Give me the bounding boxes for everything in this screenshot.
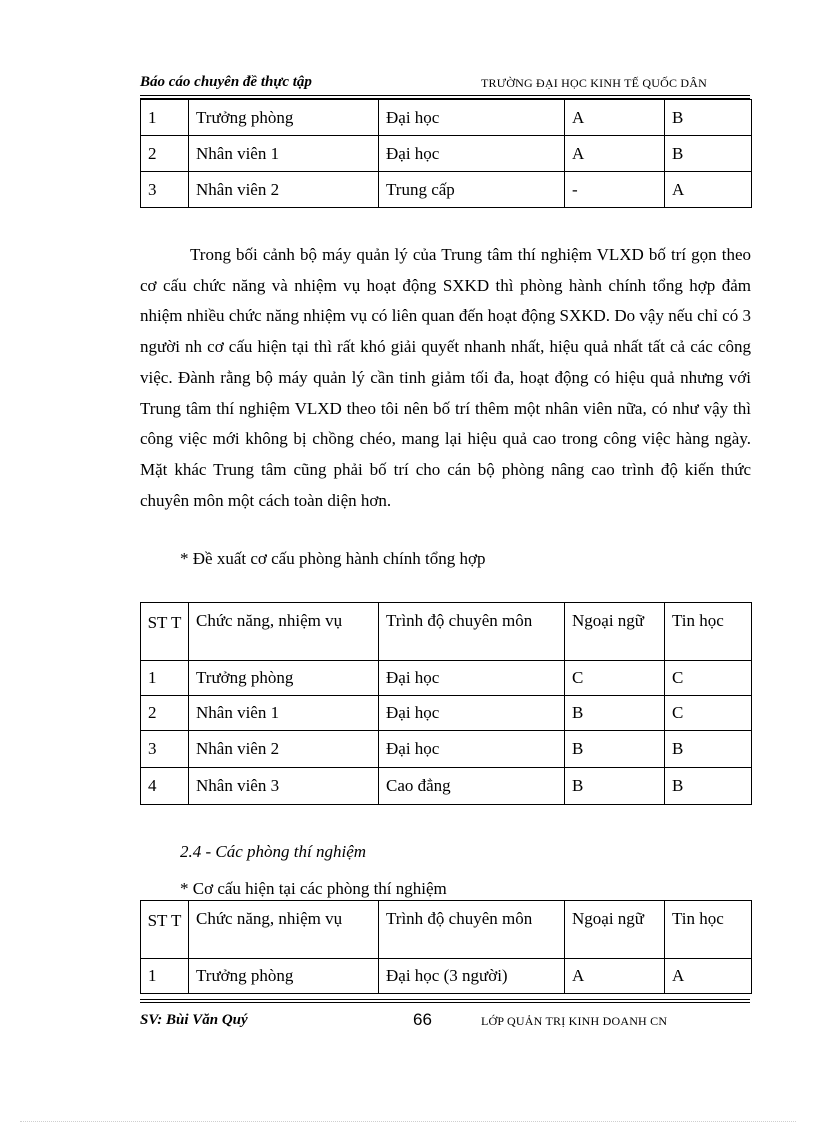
- cell-it: C: [665, 661, 752, 696]
- header-qualification: Trình độ chuyên môn: [379, 603, 565, 661]
- cell-language: C: [565, 661, 665, 696]
- cell-language: A: [565, 959, 665, 994]
- page-number: 66: [413, 1010, 432, 1029]
- cell-stt: 1: [141, 661, 189, 696]
- cell-qualification: Cao đẳng: [379, 768, 565, 805]
- table-row: [141, 959, 752, 994]
- table-row: [141, 731, 752, 768]
- cell-role: Nhân viên 2: [189, 172, 379, 208]
- cell-qualification: Đại học: [379, 661, 565, 696]
- table-row: [141, 136, 752, 172]
- cell-language: B: [565, 731, 665, 768]
- cell-role: Nhân viên 1: [189, 696, 379, 731]
- table-header-row: [141, 603, 752, 661]
- table-row: [141, 768, 752, 805]
- cell-qualification: Đại học: [379, 100, 565, 136]
- cell-qualification: Trung cấp: [379, 172, 565, 208]
- cell-role: Nhân viên 3: [189, 768, 379, 805]
- cell-role: Nhân viên 1: [189, 136, 379, 172]
- body-paragraph: [140, 240, 751, 516]
- cell-role: Trưởng phòng: [189, 100, 379, 136]
- section-heading: 2.4 - Các phòng thí nghiệm: [180, 842, 367, 861]
- cell-role: Nhân viên 2: [189, 731, 379, 768]
- page-bottom-divider: [20, 1121, 796, 1122]
- lab-heading: * Cơ cấu hiện tại các phòng thí nghiệm: [180, 879, 447, 898]
- cell-language: A: [565, 136, 665, 172]
- header-role: Chức năng, nhiệm vụ: [189, 603, 379, 661]
- header-stt: ST T: [141, 603, 189, 661]
- cell-stt: 3: [141, 172, 189, 208]
- header-university: TRƯỜNG ĐẠI HỌC KINH TẾ QUỐC DÂN: [481, 76, 707, 90]
- cell-it: B: [665, 100, 752, 136]
- cell-qualification: Đại học: [379, 136, 565, 172]
- header-stt: ST T: [141, 901, 189, 959]
- cell-stt: 1: [141, 959, 189, 994]
- cell-language: A: [565, 100, 665, 136]
- table-header-row: [141, 901, 752, 959]
- header-language: Ngoại ngữ: [565, 603, 665, 661]
- table-row: [141, 661, 752, 696]
- cell-language: B: [565, 696, 665, 731]
- table-current-staff: [140, 99, 752, 208]
- table-row: [141, 100, 752, 136]
- table-proposed-structure: [140, 602, 752, 805]
- cell-it: B: [665, 136, 752, 172]
- table-lab-structure: [140, 900, 752, 994]
- cell-role: Trưởng phòng: [189, 959, 379, 994]
- footer-class-name: LỚP QUẢN TRỊ KINH DOANH CN: [481, 1014, 668, 1028]
- header-rule: [140, 95, 750, 96]
- proposal-heading: * Đề xuất cơ cấu phòng hành chính tổng hợp: [180, 549, 486, 568]
- cell-it: C: [665, 696, 752, 731]
- header-it: Tin học: [665, 901, 752, 959]
- header-report-title: Báo cáo chuyên đề thực tập: [140, 74, 312, 90]
- cell-stt: 2: [141, 136, 189, 172]
- header-language: Ngoại ngữ: [565, 901, 665, 959]
- cell-it: B: [665, 731, 752, 768]
- cell-qualification: Đại học (3 người): [379, 959, 565, 994]
- cell-it: B: [665, 768, 752, 805]
- cell-stt: 2: [141, 696, 189, 731]
- cell-language: -: [565, 172, 665, 208]
- footer-rule: [140, 999, 750, 1000]
- cell-stt: 3: [141, 731, 189, 768]
- cell-language: B: [565, 768, 665, 805]
- cell-qualification: Đại học: [379, 731, 565, 768]
- cell-role: Trưởng phòng: [189, 661, 379, 696]
- table-row: [141, 696, 752, 731]
- cell-stt: 1: [141, 100, 189, 136]
- footer-rule: [140, 1002, 750, 1003]
- body-paragraph-text: Trong bối cảnh bộ máy quản lý của Trung tâm thí nghiệm VLXD bố trí gọn theo cơ cấu chức năng và nhiệm vụ hoạt động SXKD thì phòng hành chính tổng hợp đảm nhiệm nhiều chức năng nhiệm vụ có liên quan đến hoạt động SXKD. Do vậy nếu chỉ có 3 người nh cơ cấu hiện tại thì rất khó giải quyết nhanh nhất, hiệu quả nhất tất cả các công việc. Đành rằng bộ máy quản lý cần tinh giảm tối đa, hoạt động có hiệu quả nhưng với Trung tâm thí nghiệm VLXD theo tôi nên bố trí thêm một nhân viên nữa, có như vậy thì công việc mới không bị chồng chéo, mang lại hiệu quả cao trong công việc hàng ngày. Mặt khác Trung tâm cũng phải bố trí cho cán bộ phòng nâng cao trình độ kiến thức chuyên môn một cách toàn diện hơn.: [140, 245, 751, 510]
- table-row: [141, 172, 752, 208]
- cell-it: A: [665, 959, 752, 994]
- header-it: Tin học: [665, 603, 752, 661]
- header-role: Chức năng, nhiệm vụ: [189, 901, 379, 959]
- header-qualification: Trình độ chuyên môn: [379, 901, 565, 959]
- cell-it: A: [665, 172, 752, 208]
- cell-stt: 4: [141, 768, 189, 805]
- footer-student-name: SV: Bùi Văn Quý: [140, 1012, 248, 1028]
- cell-qualification: Đại học: [379, 696, 565, 731]
